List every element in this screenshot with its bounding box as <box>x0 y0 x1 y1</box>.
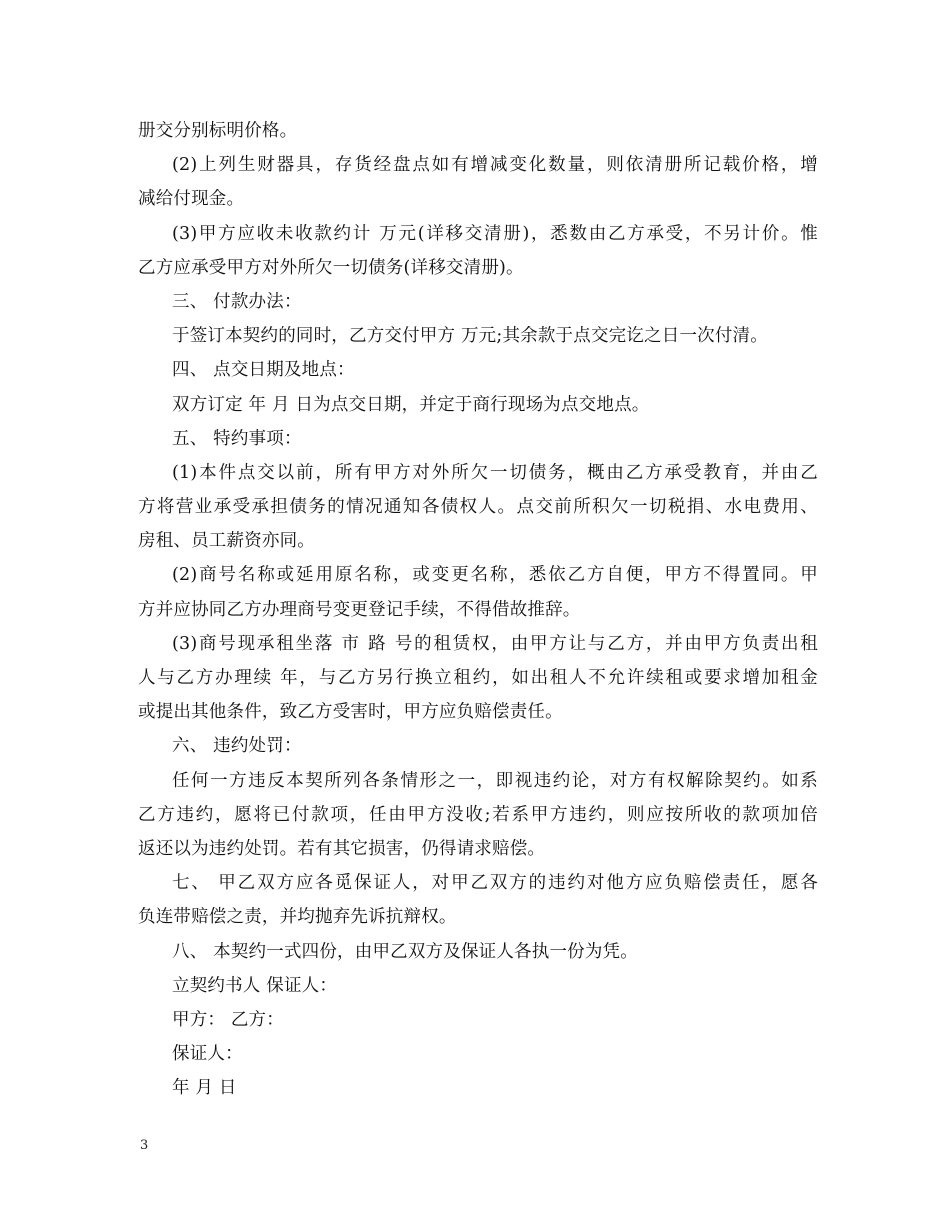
text-line: 于签订本契约的同时，乙方交付甲方 万元;其余款于点交完讫之日一次付清。 <box>172 326 768 347</box>
text-line: 乙方违约，愿将已付款项，任由甲方没收;若系甲方违约，则应按所收的款项加倍 <box>138 804 818 825</box>
text-line: 任何一方违反本契所列各条情形之一，即视违约论，对方有权解除契约。如系 <box>172 770 818 791</box>
section-heading: 四、 点交日期及地点： <box>172 360 355 381</box>
date-line: 年 月 日 <box>172 1078 237 1099</box>
text-line: 八、 本契约一式四份，由甲乙双方及保证人各执一份为凭。 <box>172 941 638 962</box>
text-line: (1)本件点交以前，所有甲方对外所欠一切债务，概由乙方承受教育，并由乙 <box>172 462 818 483</box>
text-line: 册交分别标明价格。 <box>138 121 298 141</box>
signature-line: 立契约书人 保证人： <box>172 975 338 996</box>
signature-line: 甲方： 乙方： <box>172 1009 284 1030</box>
text-line: (3)商号现承租坐落 市 路 号的租赁权，由甲方让与乙方，并由甲方负责出租 <box>172 633 818 654</box>
section-heading: 三、 付款办法： <box>172 291 302 312</box>
text-line: 或提出其他条件，致乙方受害时，甲方应负赔偿责任。 <box>138 702 563 723</box>
text-line: 房租、员工薪资亦同。 <box>138 531 315 552</box>
section-heading: 六、 违约处罚： <box>172 736 302 757</box>
text-line: 减给付现金。 <box>138 189 245 210</box>
text-line: (2)商号名称或延用原名称，或变更名称，悉依乙方自便，甲方不得置同。甲 <box>172 565 818 586</box>
text-line: (2)上列生财器具，存货经盘点如有增减变化数量，则依清册所记载价格，增 <box>172 155 818 176</box>
text-line: (3)甲方应收未收款约计 万元(详移交清册)，悉数由乙方承受，不另计价。惟 <box>172 223 818 244</box>
text-line: 方将营业承受承担债务的情况通知各债权人。点交前所积欠一切税捐、水电费用、 <box>138 497 818 518</box>
text-line: 负连带赔偿之责，并均抛弃先诉抗辩权。 <box>138 907 457 928</box>
text-line: 人与乙方办理续 年，与乙方另行换立租约，如出租人不允许续租或要求增加租金 <box>138 668 818 688</box>
section-heading: 五、 特约事项： <box>172 428 302 449</box>
text-line: 双方订定 年 月 日为点交日期，并定于商行现场为点交地点。 <box>172 394 650 415</box>
page-number: 3 <box>140 1138 149 1153</box>
text-line: 七、 甲乙双方应各觅保证人，对甲乙双方的违约对他方应负赔偿责任，愿各 <box>172 873 818 894</box>
text-line: 乙方应承受甲方对外所欠一切债务(详移交清册)。 <box>138 257 524 278</box>
signature-line: 保证人： <box>172 1044 243 1065</box>
document-body <box>138 114 818 1105</box>
text-line: 方并应协同乙方办理商号变更登记手续，不得借故推辞。 <box>138 599 581 620</box>
text-line: 返还以为违约处罚。若有其它损害，仍得请求赔偿。 <box>138 838 546 859</box>
